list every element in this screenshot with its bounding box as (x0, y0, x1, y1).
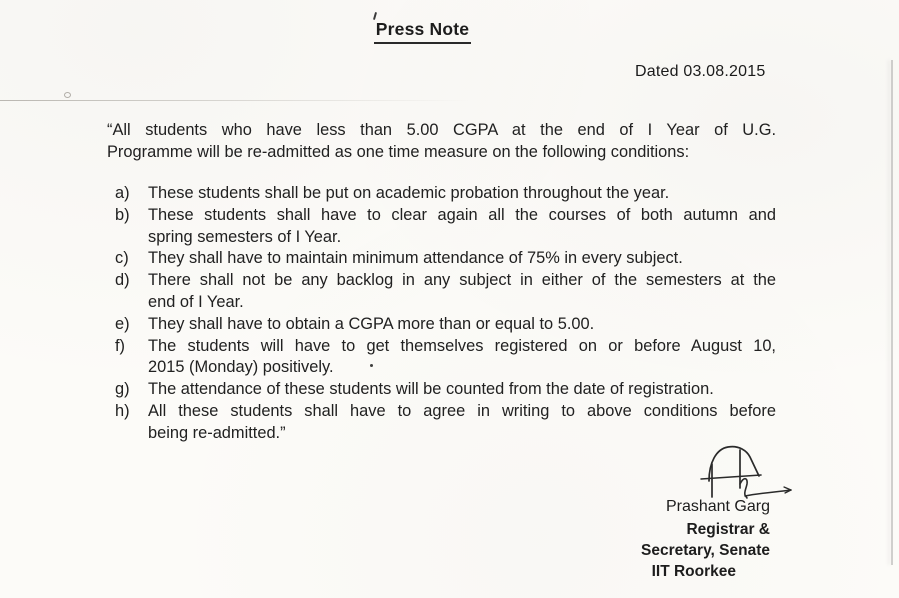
signature-block (641, 496, 770, 582)
document-date: Dated 03.08.2015 (635, 63, 766, 80)
condition-item (115, 379, 776, 401)
signature-scribble (699, 443, 795, 500)
condition-line: The attendance of these students will be counted from the date of registration. (148, 380, 714, 399)
condition-item (115, 401, 776, 445)
condition-label: b) (115, 205, 130, 224)
intro-line-2: Programme will be re-admitted as one time measure on the following conditions: (107, 142, 690, 161)
signatory-designation-2: Secretary, Senate (641, 542, 770, 559)
condition-text (148, 205, 776, 249)
document-title: Press Note (374, 19, 471, 44)
condition-line: They shall have to obtain a CGPA more than or equal to 5.00. (148, 314, 595, 333)
title-row (0, 19, 845, 44)
condition-line: There shall not be any backlog in any subject in either of the semesters at the (148, 271, 776, 290)
condition-line: These students shall be put on academic probation throughout the year. (148, 184, 670, 202)
signatory-institute: IIT Roorkee (651, 563, 736, 580)
condition-text (148, 248, 776, 270)
condition-text (148, 183, 776, 205)
condition-label: d) (115, 271, 130, 290)
condition-line: They shall have to maintain minimum attendance of 75% in every subject. (148, 249, 683, 268)
condition-text (148, 401, 776, 445)
condition-line: being re-admitted.” (148, 423, 286, 442)
condition-item (115, 314, 776, 336)
condition-label: g) (115, 380, 130, 399)
condition-line: All these students shall have to agree in writing to above conditions before (148, 401, 776, 420)
signatory-designation-1: Registrar & (686, 521, 770, 538)
scan-dot-artifact (370, 364, 373, 367)
intro-paragraph (107, 120, 776, 164)
condition-text (148, 270, 776, 314)
condition-item (115, 248, 776, 270)
condition-line: 2015 (Monday) positively. (148, 358, 334, 377)
condition-text (148, 314, 776, 336)
condition-label: c) (115, 249, 129, 268)
condition-item (115, 336, 776, 380)
condition-item (115, 270, 776, 314)
scan-speck-artifact (64, 92, 71, 98)
condition-label: f) (115, 336, 126, 355)
conditions-list (115, 183, 776, 445)
signatory-name: Prashant Garg (665, 498, 770, 515)
condition-label: h) (115, 401, 130, 420)
condition-item (115, 205, 776, 249)
condition-label: a) (115, 184, 130, 202)
condition-label: e) (115, 314, 130, 333)
condition-line: end of I Year. (148, 292, 244, 311)
intro-line-1: “All students who have less than 5.00 CGPA at the end of I Year of U.G. (107, 121, 776, 139)
condition-text (148, 336, 776, 380)
scan-line-artifact (0, 100, 470, 101)
scan-edge-line-artifact (891, 60, 893, 565)
condition-line: The students will have to get themselves registered on or before August 10, (148, 336, 776, 355)
condition-line: spring semesters of I Year. (148, 227, 342, 246)
condition-line: These students shall have to clear again all the courses of both autumn and (148, 205, 776, 224)
condition-item (115, 183, 776, 205)
condition-text (148, 379, 776, 401)
